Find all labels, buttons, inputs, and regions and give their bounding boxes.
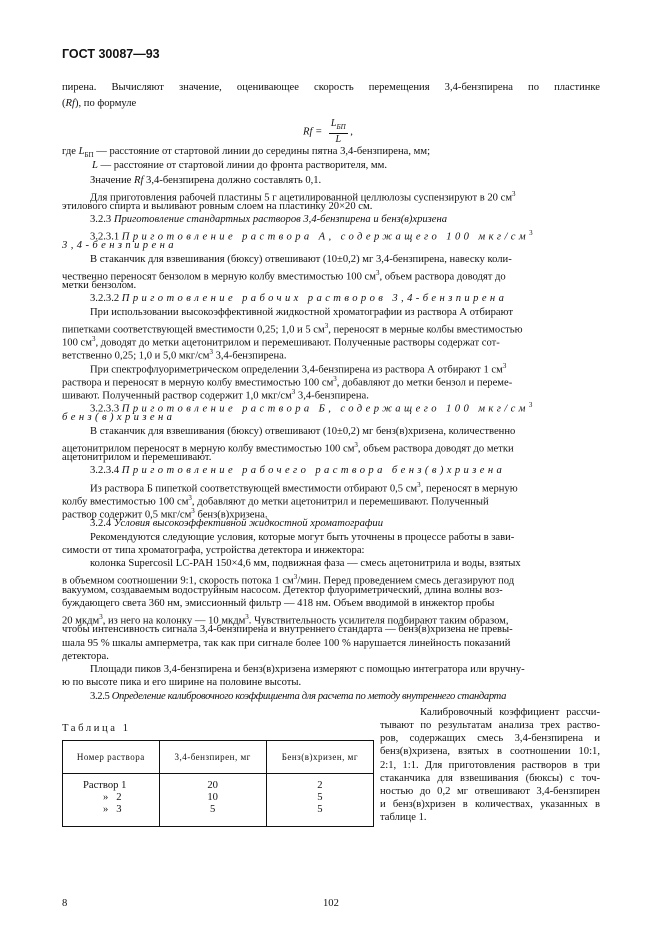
table-cell: » 3	[63, 804, 160, 827]
document-header: ГОСТ 30087—93	[62, 47, 160, 61]
text-line: (Rf), по формуле	[62, 98, 137, 109]
section-heading: 3.2.3.2 Приготовление рабочих растворов 3,4-бензпирена	[90, 293, 508, 304]
text-line: чественно переносят бензолом в мерную колбу вместимостью 100 $см^3$, объем раствора доводят до	[62, 269, 506, 283]
section-heading: 3.2.3.4 Приготовление рабочего раствора бенз(в)хризена	[90, 465, 506, 476]
text-line: Для приготовления рабочей пластины 5 г ацетилированной целлюлозы суспензируют в 20 $см^3$	[90, 190, 516, 204]
text-line: раствор содержит 0,5 мкг/$см^3$ бенз(в)хризена.	[62, 507, 268, 521]
table-cell: 2	[266, 774, 373, 793]
text-line: этилового спирта и выливают ровным слоем на пластинку 20×20 см.	[62, 201, 373, 212]
section-heading: 3.2.4 Условия высокоэффективной жидкостной хроматографии	[90, 518, 383, 529]
table-caption: Таблица 1	[62, 723, 131, 734]
text-line: Площади пиков 3,4-бензпирена и бенз(в)хризена измеряют с помощью интегратора или вручну-	[90, 664, 525, 675]
text-line: Из раствора Б пипеткой соответствующей вместимости отбирают 0,5 $см^3$, переносят в мерную	[90, 481, 518, 495]
formula-fraction: $\frac{L_{БП}}{L}$	[330, 118, 346, 145]
formula-lhs: Rf =	[303, 126, 323, 138]
table-cell: 5	[159, 804, 266, 827]
text-line: метки бензолом.	[62, 280, 137, 291]
table-row	[63, 774, 374, 793]
section-heading: 3.2.3.1 Приготовление раствора А, содержащего 100 мкг/$см^3$	[90, 229, 533, 243]
text-line: 2:1, 1:1. Для приготовления растворов в три	[380, 760, 600, 771]
rf-formula: Rf = $\frac{L_{БП}}{L}$ ,	[303, 118, 353, 145]
text-line: L — расстояние от стартовой линии до фронта растворителя, мм.	[92, 160, 387, 171]
text-line: и бенз(в)хризен в количествах, указанных в	[380, 799, 600, 810]
text-line: тывают по результатам анализа трех раство-	[380, 720, 600, 731]
table-header-cell: 3,4-бензпирен, мг	[159, 741, 266, 774]
text-line: где $L_{БП}$ — расстояние от стартовой линии до середины пятна 3,4-бензпирена, мм;	[62, 146, 431, 160]
text-line: ю по высоте пика и его ширине на половине высоты.	[62, 677, 302, 688]
text-line: В стаканчик для взвешивания (бюксу) отвешивают (10±0,2) мг 3,4-бензпирена, навеску коли-	[90, 254, 512, 265]
text-line: Рекомендуются следующие условия, которые могут быть уточнены в процессе работы в зави-	[90, 532, 515, 543]
table-cell: 10	[159, 792, 266, 804]
text-line: таблице 1.	[380, 812, 427, 823]
table-1	[62, 740, 374, 827]
text-line: стаканчика для взвешивания (бюксы) с точ-	[380, 773, 600, 784]
table-header-cell: Номер раствора	[63, 741, 160, 774]
text-line: ацетонитрилом и перемешивают.	[62, 452, 212, 463]
section-heading: бенз(в)хризена	[62, 412, 176, 423]
text-line: ностью до 0,2 мг отвешивают 3,4-бензпирен	[380, 786, 600, 797]
text-line: В стаканчик для взвешивания (бюксу) отвешивают (10±0,2) мг бенз(в)хризена, количественно	[90, 426, 516, 437]
text-line: колбу вместимостью 100 $см^3$, добавляют до метки ацетонитрил и перемешивают. Полученный	[62, 494, 489, 508]
section-heading: 3.2.3 Приготовление стандартных растворов 3,4-бензпирена и бенз(в)хризена	[90, 214, 448, 225]
page-number-left: 8	[62, 898, 68, 909]
page-number-center: 102	[323, 898, 339, 909]
text-line: пипетками соответствующей вместимости 0,25; 1,0 и 5 $см^3$, переносят в мерные колбы вместимостью	[62, 322, 523, 336]
text-line: детектора.	[62, 651, 109, 662]
table-header-cell: Бенз(в)хризен, мг	[266, 741, 373, 774]
text-line: бенз(в)хризена, взятых в соотношении 10:1,	[380, 746, 600, 757]
text-line: раствора и переносят в мерную колбу вместимостью 100 $см^3$, добавляют до метки бензол и переме-	[62, 375, 513, 389]
text-line: чтобы интенсивность сигнала 3,4-бензпирена и внутреннего стандарта — бенз(в)хризена не превы-	[62, 624, 513, 635]
text-line: в объемном соотношении 9:1, скорость потока 1 $см^3$/мин. Перед проведением смесь дегазируют под	[62, 573, 515, 587]
text-line: вакуумом, создаваемым водоструйным насосом. Детектор флуориметрический, длина волны воз-	[62, 585, 503, 596]
text-line: симости от типа хроматографа, устройства детектора и инжектора:	[62, 545, 365, 556]
section-heading: 3,4-бензпирена	[62, 240, 177, 251]
text-line: ацетонитрилом переносят в мерную колбу вместимостью 100 $см^3$, объем раствора доводят до метки	[62, 441, 514, 455]
table-cell: » 2	[63, 792, 160, 804]
text-line: шала 95 % шкалы амперметра, так как при сигнале более 100 % нарушается линейность показаний	[62, 638, 511, 649]
text-line: буждающего света 360 нм, эмиссионный фильтр — 418 нм. Объем вводимой в инжектор пробы	[62, 598, 495, 609]
section-heading: 3.2.5 Определение калибровочного коэффициента для расчета по методу внутреннего стандарта	[90, 691, 507, 702]
text-line: колонка Supercosil LC-PAH 150×4,6 мм, подвижная фаза — смесь ацетонитрила и воды, взятых	[90, 558, 521, 569]
text-line: 20 мкдм$^3$, из него на колонку — 10 мкдм$^3$. Чувствительность усилителя подбирают таким образом,	[62, 613, 509, 627]
table-cell: 20	[159, 774, 266, 793]
text-line: Значение Rf 3,4-бензпирена должно составлять 0,1.	[90, 175, 322, 186]
text-line: При использовании высокоэффективной жидкостной хроматографии из раствора А отбирают	[90, 307, 513, 318]
table-cell: Раствор 1	[63, 774, 160, 793]
text-line: шивают. Полученный раствор содержит 1,0 мкг/$см^3$ 3,4-бензпирена.	[62, 388, 369, 402]
text-line: Калибровочный коэффициент рассчи-	[420, 707, 600, 718]
table-row	[63, 792, 374, 804]
text-line: ров, содержащих смесь 3,4-бензпирена и	[380, 733, 600, 744]
text-line: 100 $см^3$, доводят до метки ацетонитрилом и перемешивают. Полученные растворы содержат сот-	[62, 335, 500, 349]
table-cell: 5	[266, 804, 373, 827]
text-line: пирена. Вычисляют значение, оценивающее скорость перемещения 3,4-бензпирена по пластинке	[62, 82, 600, 93]
table-row	[63, 804, 374, 827]
section-heading: 3.2.3.3 Приготовление раствора Б, содержащего 100 мкг/$см^3$	[90, 401, 533, 415]
text-line: ветственно 0,25; 1,0 и 5,0 мкг/$см^3$ 3,4-бензпирена.	[62, 348, 287, 362]
text-line: При спектрофлуориметрическом определении 3,4-бензпирена из раствора А отбирают 1 $см^3$	[90, 362, 507, 376]
table-cell: 5	[266, 792, 373, 804]
